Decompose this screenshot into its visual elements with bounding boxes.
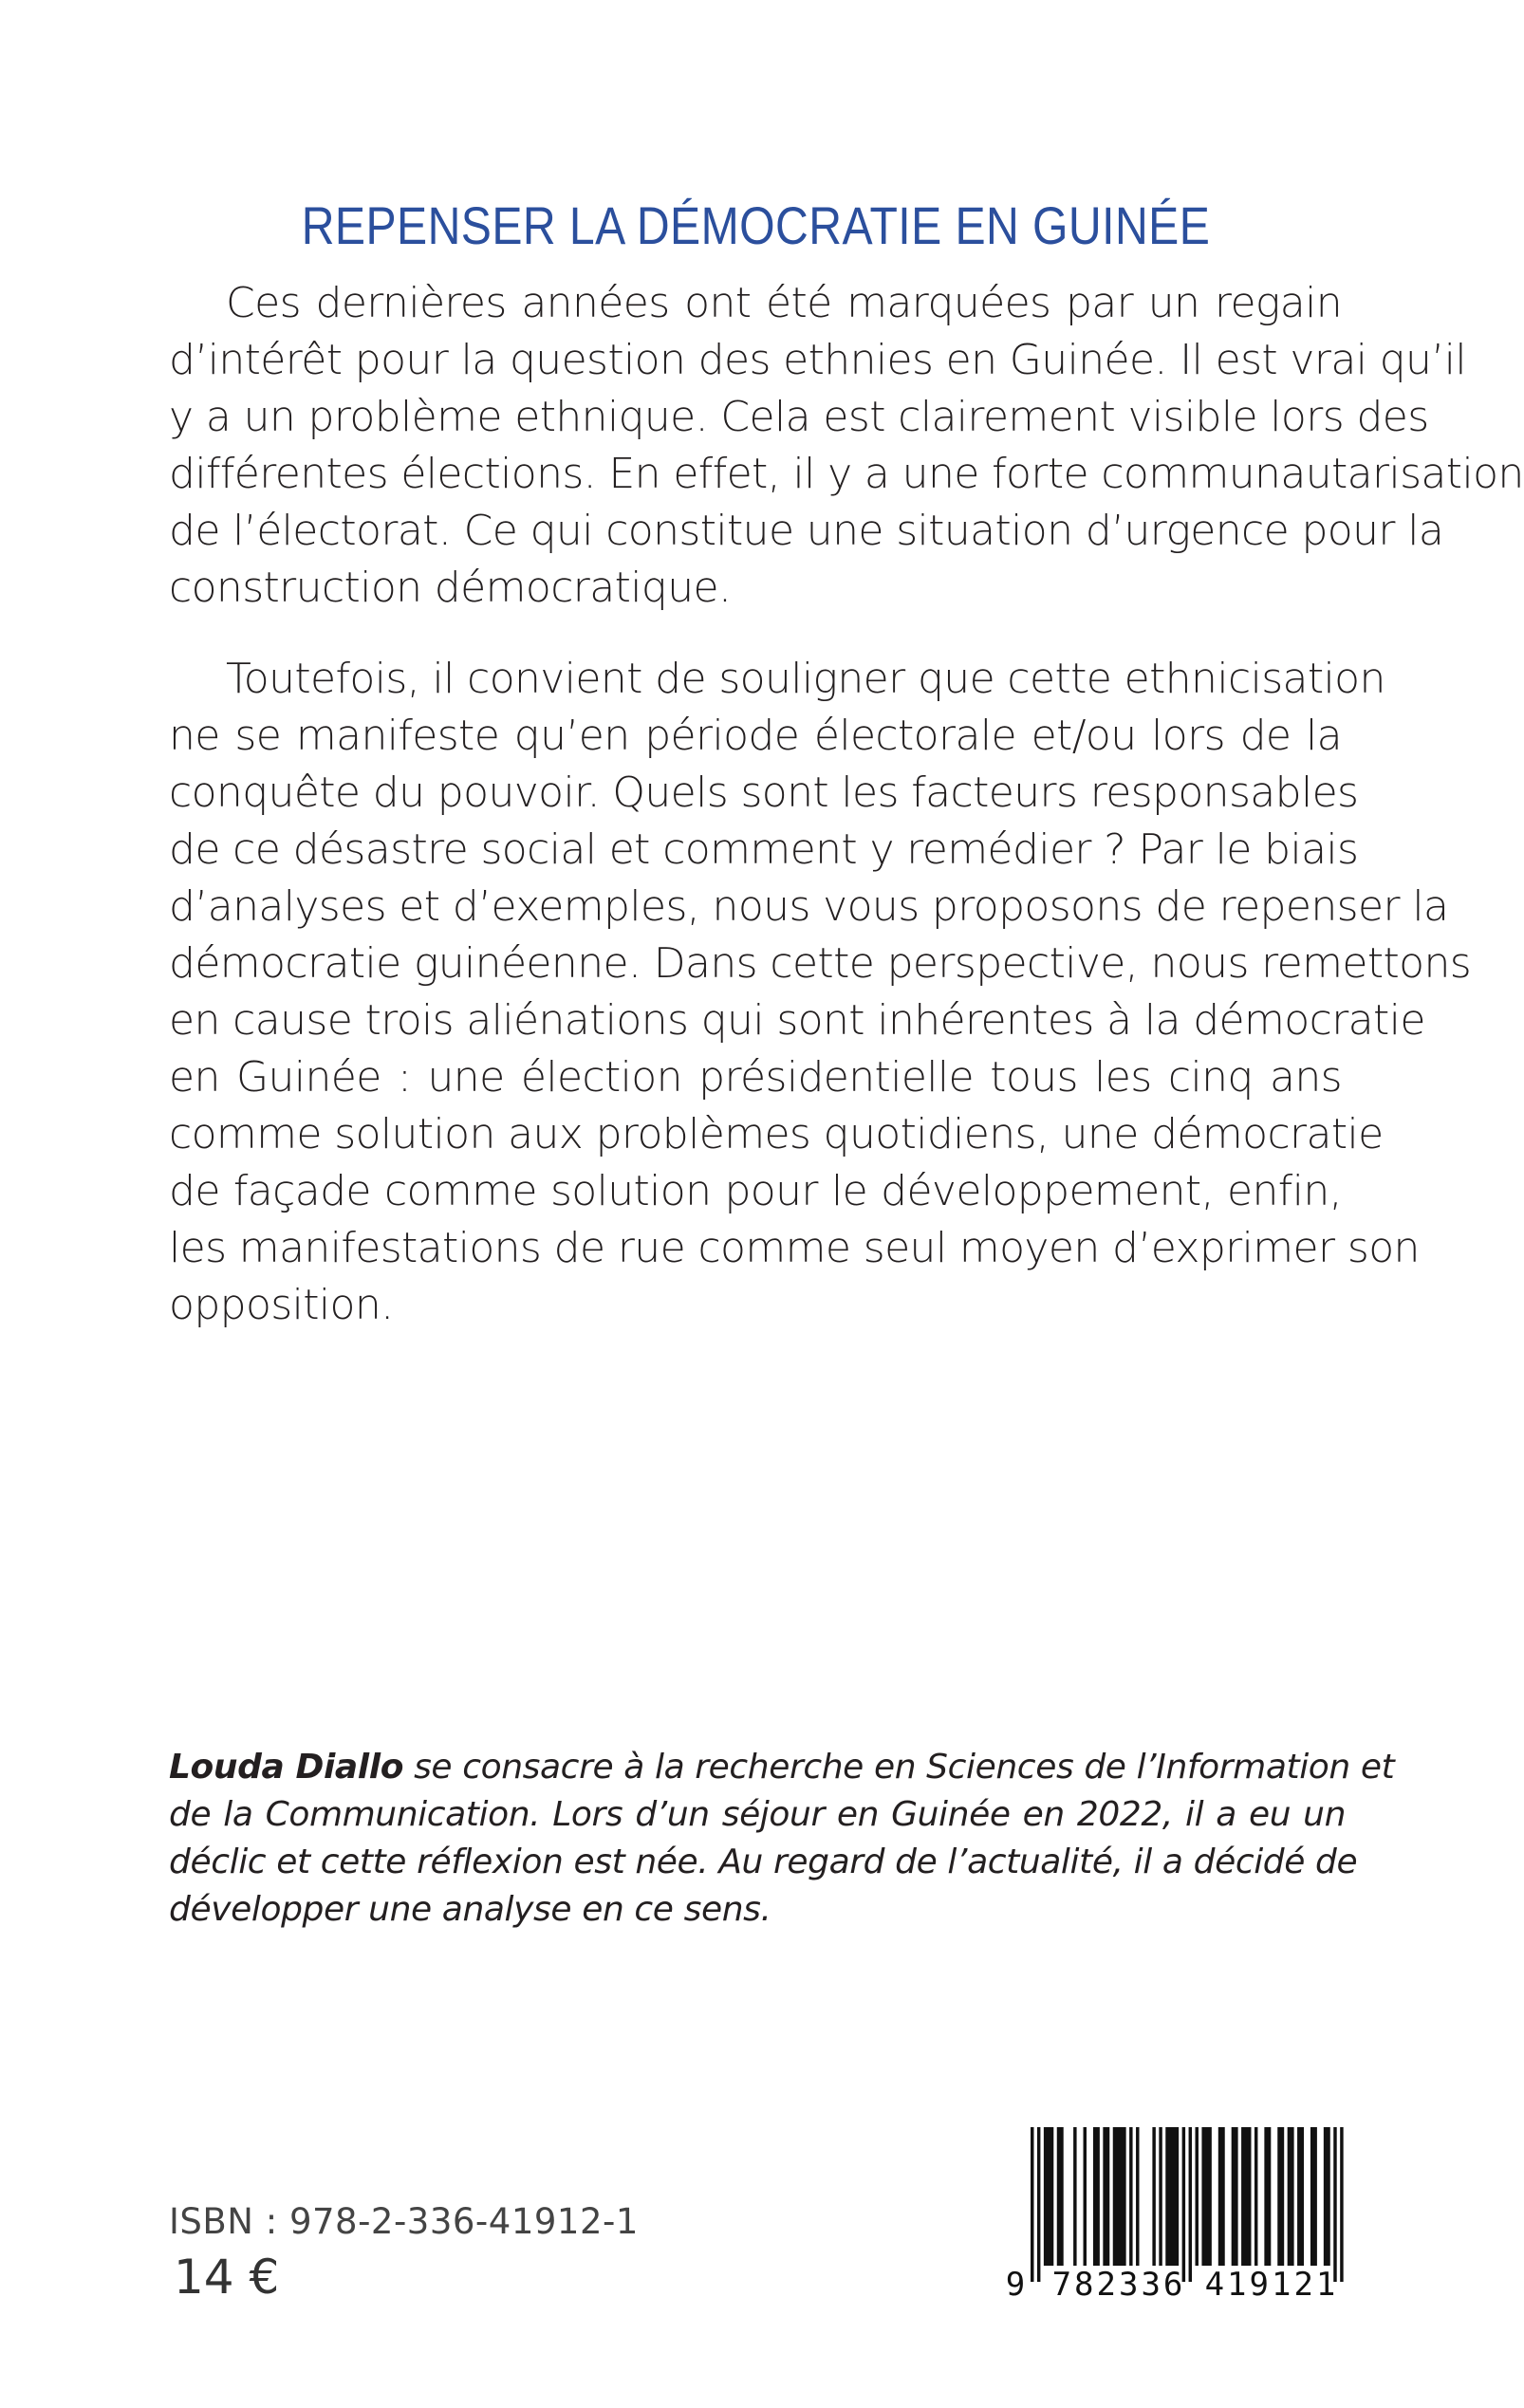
barcode-bar (1073, 2127, 1076, 2266)
summary-line: ne se manifeste qu’en période électorale et/ou lors de la (169, 712, 1342, 760)
summary-line: de l’électorat. Ce qui constitue une situation d’urgence pour la (169, 507, 1444, 555)
barcode-bar (1201, 2127, 1211, 2266)
barcode-guard-bar (1340, 2127, 1343, 2282)
barcode-bar (1277, 2127, 1284, 2266)
ean13-barcode-icon (1002, 2121, 1353, 2311)
barcode-bar (1310, 2127, 1317, 2266)
barcode-bar (1057, 2127, 1064, 2266)
barcode-bar (1159, 2127, 1162, 2266)
bio-line (169, 1744, 1395, 1791)
barcode-bar (1084, 2127, 1087, 2266)
author-name: Louda Diallo (169, 1748, 404, 1787)
barcode-bar (1264, 2127, 1271, 2266)
summary-line: de façade comme solution pour le développement, enfin, (169, 1167, 1342, 1215)
barcode-bar (1297, 2127, 1304, 2266)
summary-line: construction démocratique. (169, 564, 732, 612)
price-label: 14 € (174, 2250, 280, 2305)
summary-line: d’analyses et d’exemples, nous vous proposons de repenser la (169, 882, 1449, 931)
bio-text: se consacre à la recherche en Sciences de l’Information et (403, 1748, 1395, 1787)
summary-line: comme solution aux problèmes quotidiens, une démocratie (169, 1110, 1384, 1158)
summary-line: en Guinée : une élection présidentielle tous les cinq ans (169, 1053, 1342, 1102)
barcode-guard-bar (1031, 2127, 1033, 2282)
summary-line: conquête du pouvoir. Quels sont les facteurs responsables (169, 769, 1359, 817)
barcode-graphic (1002, 2121, 1353, 2311)
barcode-bar (1044, 2127, 1053, 2266)
summary-line: Toutefois, il convient de souligner que cette ethnicisation (226, 655, 1385, 703)
summary-line: les manifestations de rue comme seul moyen d’exprimer son (169, 1224, 1420, 1272)
summary-paragraph-1 (169, 275, 1524, 617)
barcode-bar (1136, 2127, 1139, 2266)
summary-line: d’intérêt pour la question des ethnies en Guinée. Il est vrai qu’il (169, 336, 1466, 384)
book-title: REPENSER LA DÉMOCRATIE EN GUINÉE (301, 195, 1211, 255)
summary-line: démocratie guinéenne. Dans cette perspective, nous remettons (169, 939, 1472, 988)
barcode-bar (1324, 2127, 1330, 2266)
summary-line: différentes élections. En effet, il y a une forte communautarisation (169, 450, 1524, 498)
barcode-bar (1288, 2127, 1294, 2266)
barcode-left-digits: 782336 (1051, 2266, 1186, 2304)
barcode-guard-bar (1333, 2127, 1336, 2282)
summary-line: en cause trois aliénations qui sont inhérentes à la démocratie (169, 996, 1425, 1045)
barcode-bar (1103, 2127, 1109, 2266)
bio-line: déclic et cette réflexion est née. Au regard de l’actualité, il a décidé de (169, 1843, 1358, 1881)
bio-line: développer une analyse en ce sens. (169, 1890, 771, 1929)
bio-line: de la Communication. Lors d’un séjour en Guinée en 2022, il a eu un (169, 1795, 1346, 1834)
barcode-bar (1196, 2127, 1199, 2266)
barcode-bar (1218, 2127, 1225, 2266)
summary-paragraph-2 (169, 651, 1472, 1334)
barcode-guard-bar (1037, 2127, 1040, 2282)
summary-line: de ce désastre social et comment y remédier ? Par le biais (169, 825, 1359, 874)
summary-line: opposition. (169, 1281, 394, 1329)
barcode-bar (1152, 2127, 1155, 2266)
barcode-first-digit: 9 (1005, 2266, 1026, 2304)
barcode-bar (1129, 2127, 1132, 2266)
barcode-bar (1232, 2127, 1238, 2266)
barcode-bars (1031, 2127, 1344, 2282)
isbn-label: ISBN : 978-2-336-41912-1 (169, 2201, 639, 2242)
author-bio (169, 1744, 1395, 1934)
barcode-bar (1241, 2127, 1251, 2266)
summary-line: y a un problème ethnique. Cela est clairement visible lors des (169, 393, 1429, 441)
summary-line: Ces dernières années ont été marquées par un regain (226, 279, 1342, 327)
barcode-bar (1093, 2127, 1100, 2266)
barcode-right-digits: 419121 (1204, 2266, 1339, 2304)
barcode-bar (1165, 2127, 1179, 2266)
barcode-guard-bar (1189, 2127, 1192, 2282)
barcode-bar (1113, 2127, 1126, 2266)
barcode-bar (1255, 2127, 1257, 2266)
barcode-guard-bar (1182, 2127, 1185, 2282)
